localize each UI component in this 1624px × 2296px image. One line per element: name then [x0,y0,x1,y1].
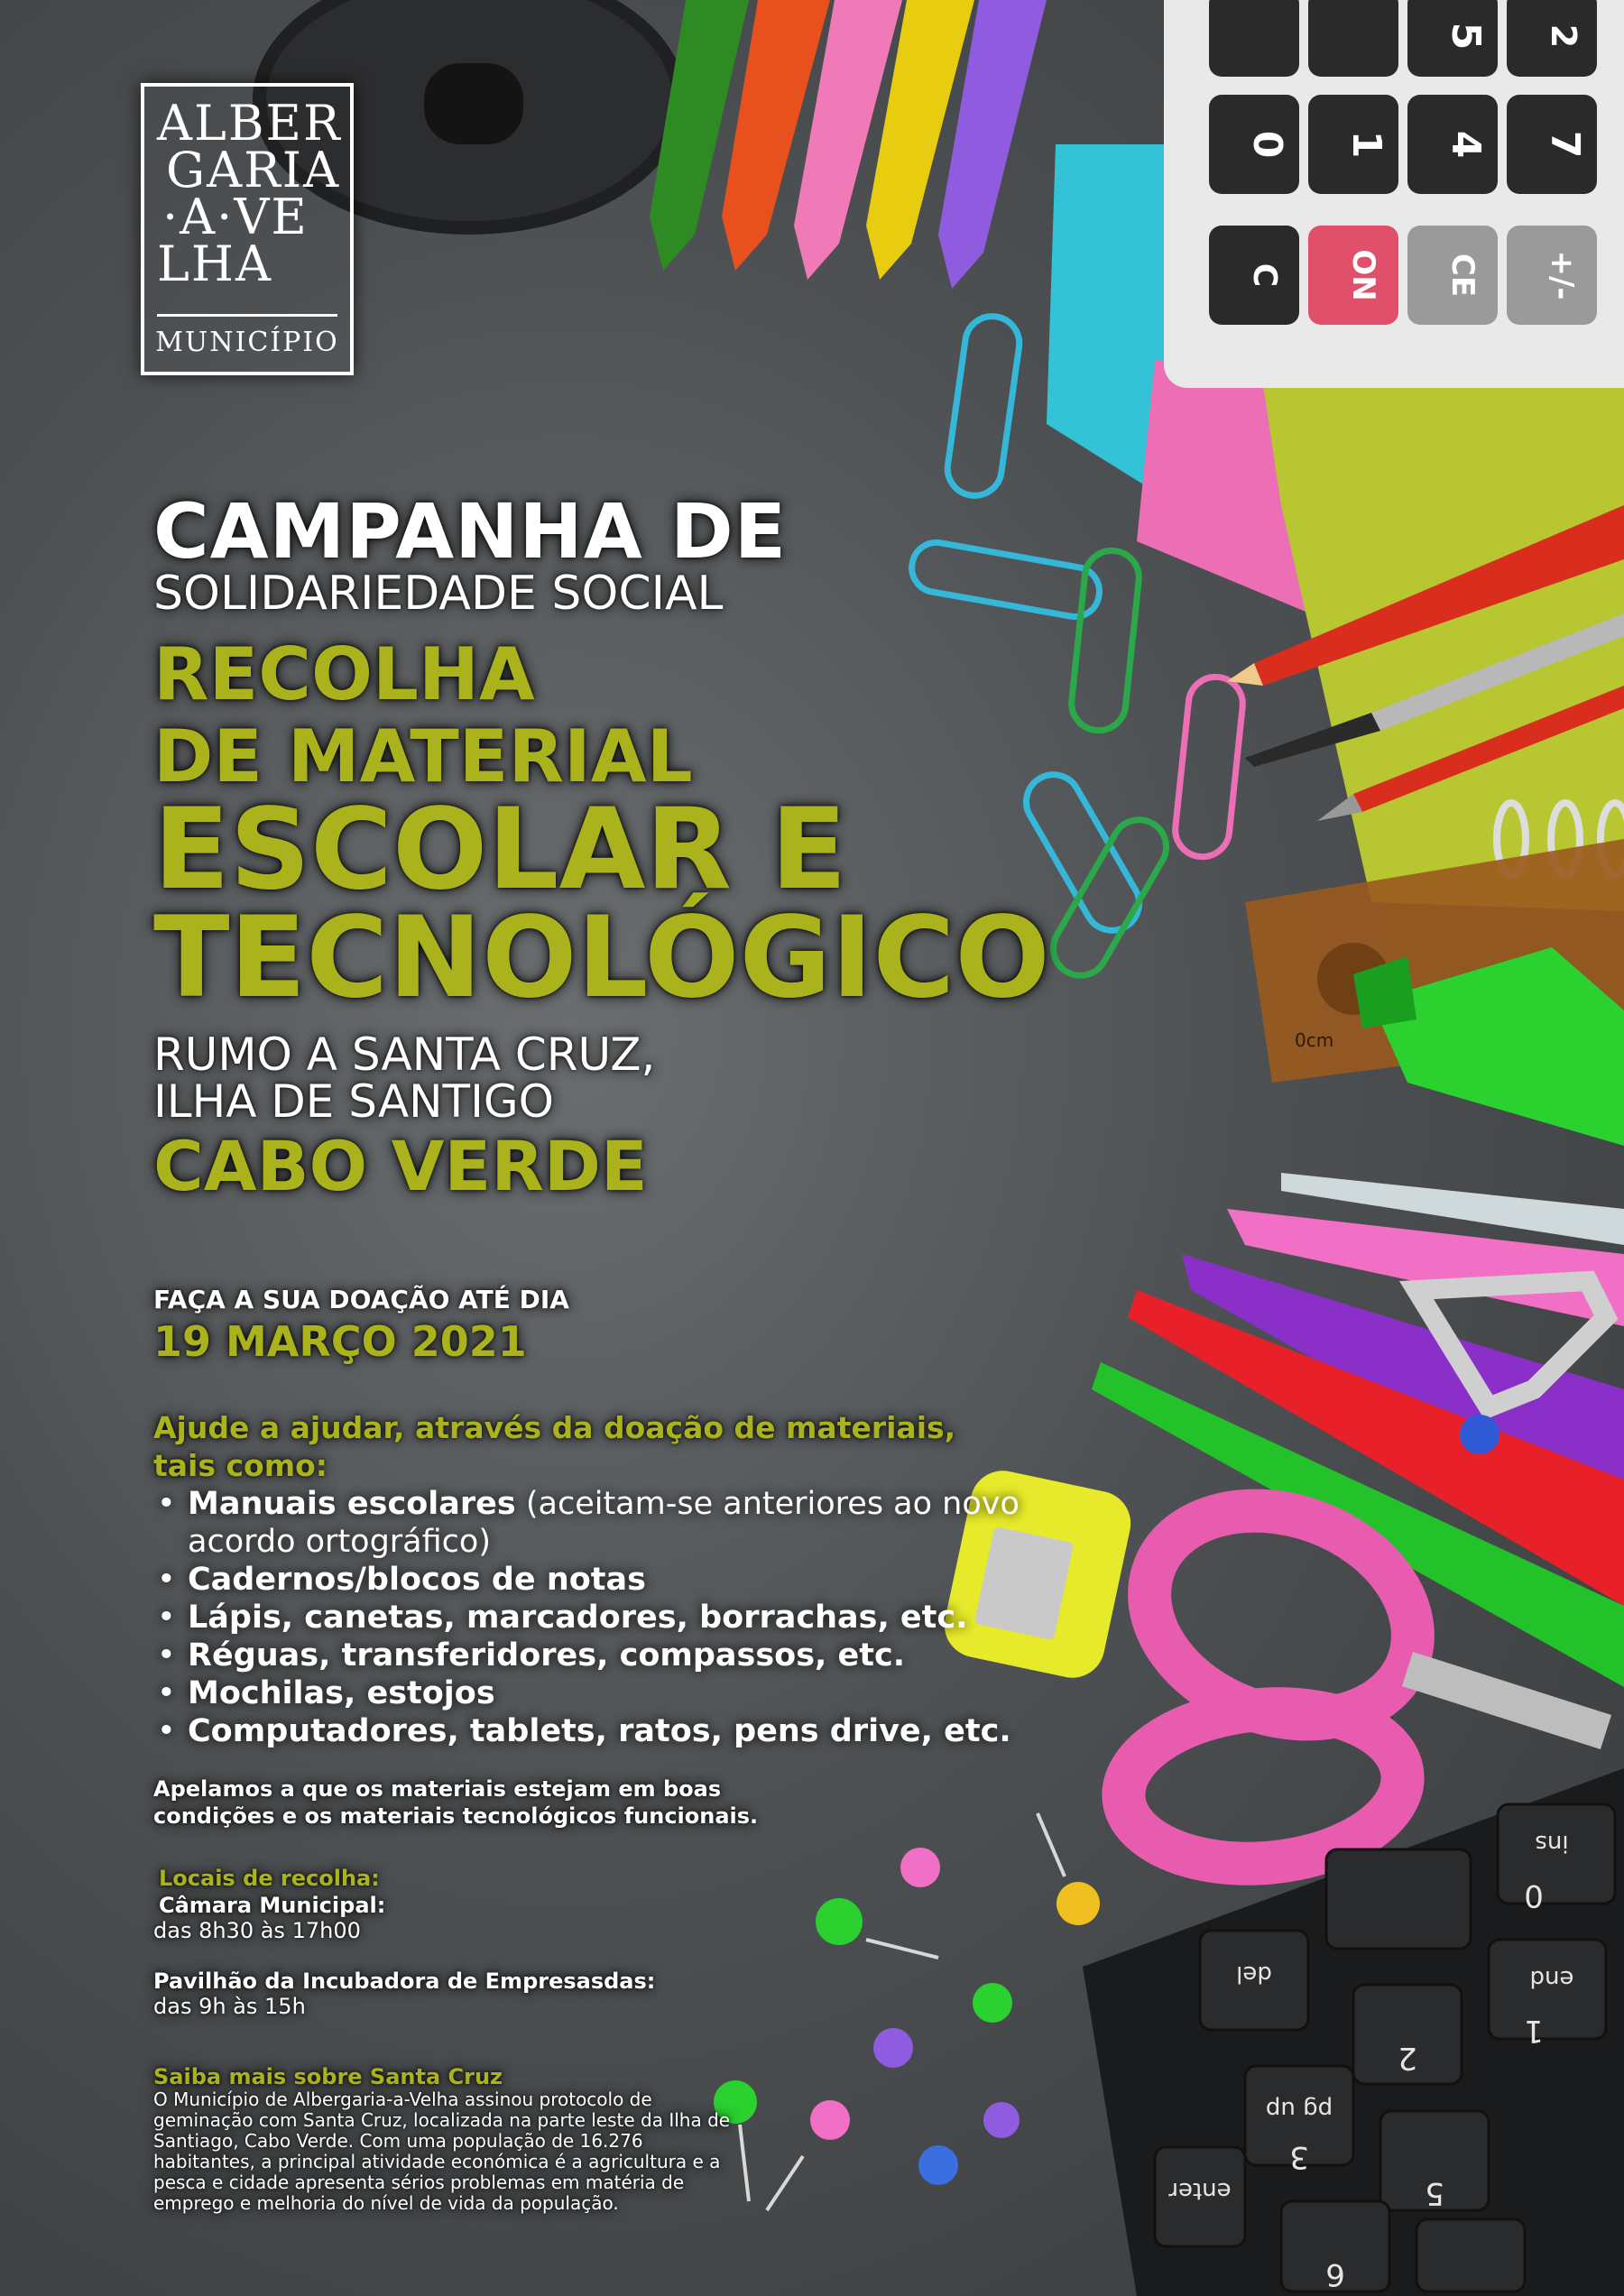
donation-intro: Ajude a ajudar, através da doação de materiais, tais como: [153,1410,956,1483]
deadline-date: 19 MARÇO 2021 [153,1317,527,1366]
calc-key-ce: CE [1444,253,1481,298]
headline-school: ESCOLAR E [153,785,847,915]
key-3: 3 [1289,2139,1309,2175]
item-bold: Cadernos/blocos de notas [188,1562,646,1598]
calc-key-4: 4 [1443,130,1489,159]
key-2: 2 [1398,2040,1417,2076]
calc-key-1: 1 [1343,130,1389,159]
headline-collection: RECOLHA [153,632,535,716]
calc-key-2: 2 [1544,23,1583,49]
key-ins: ins [1535,1830,1569,1857]
calc-key-plusminus: +/- [1544,250,1580,300]
list-item [153,1599,1020,1637]
calc-key-5: 5 [1443,22,1489,51]
list-item [153,1712,1020,1750]
list-item [153,1674,1020,1712]
logo-line-4: LHA [157,235,272,292]
calc-key-0: 0 [1244,130,1290,159]
logo-divider [157,314,337,317]
appeal-text: Apelamos a que os materiais estejam em boas condições e os materiais tecnológicos funcionais. [153,1776,759,1829]
location-2-hours: das 9h às 15h [153,1994,306,2019]
highlighter [1353,947,1624,1146]
key-1: 1 [1524,2013,1544,2049]
key-end: end [1529,1965,1574,1992]
headline-solidarity: SOLIDARIEDADE SOCIAL [153,567,724,621]
ruler-label: 0cm [1295,1029,1334,1051]
deadline-label: FAÇA A SUA DOAÇÃO ATÉ DIA [153,1285,569,1314]
route-line-1: RUMO A SANTA CRUZ, [153,1028,656,1081]
calc-key-7: 7 [1542,130,1588,159]
key-pgup: pg up [1265,2096,1333,2123]
push-pins [714,1813,1100,2210]
item-bold: Lápis, canetas, marcadores, borrachas, etc. [188,1600,968,1636]
about-heading: Saiba mais sobre Santa Cruz [153,2064,503,2089]
key-0: 0 [1524,1877,1544,1913]
item-note: (aceitam-se anteriores ao novo acordo ortográfico) [188,1486,1020,1560]
logo-line-3: ·A·VE [162,189,309,245]
key-del: del [1236,1960,1272,1987]
item-bold: Mochilas, estojos [188,1675,495,1711]
logo-subtitle: MUNICÍPIO [155,327,339,358]
route-line-2: ILHA DE SANTIGO [153,1075,554,1128]
list-item [153,1485,1020,1561]
item-bold: Réguas, transferidores, compassos, etc. [188,1637,906,1674]
headline-technological: TECNOLÓGICO [153,893,1050,1023]
key-5: 5 [1425,2175,1444,2211]
list-item [153,1637,1020,1674]
headline-campaign: CAMPANHA DE [153,487,788,576]
location-1-name: Câmara Municipal: [159,1893,386,1918]
route-country: CABO VERDE [153,1126,648,1206]
locations-heading: Locais de recolha: [159,1866,380,1891]
logo-line-1: ALBER [157,95,342,152]
logo-line-2: GARIA [166,142,341,198]
donation-items-list [153,1485,1020,1750]
calc-key-on: ON [1345,249,1381,301]
colored-pencils [650,0,1047,289]
location-2-name: Pavilhão da Incubadora de Empresasdas: [153,1969,656,1994]
key-enter: enter [1168,2177,1232,2204]
list-item [153,1561,1020,1599]
key-6: 6 [1325,2256,1345,2292]
item-bold: Manuais escolares [188,1486,516,1522]
municipality-logo [141,83,354,375]
calculator [1164,0,1624,388]
item-bold: Computadores, tablets, ratos, pens drive, etc. [188,1713,1011,1749]
headline-material: DE MATERIAL [153,715,693,798]
location-1-hours: das 8h30 às 17h00 [153,1918,361,1943]
calc-key-c: C [1246,263,1283,288]
about-text: O Município de Albergaria-a-Velha assinou protocolo de geminação com Santa Cruz, localizada na parte leste da Ilha de Santiago, Cabo Verde. Com uma população de 16.276 habitantes, a principal atividade económica é a agricultura e a pesca e cidade apresenta sérios problemas em matéria de emprego e melhoria do nível de vida da população. [153,2089,731,2214]
